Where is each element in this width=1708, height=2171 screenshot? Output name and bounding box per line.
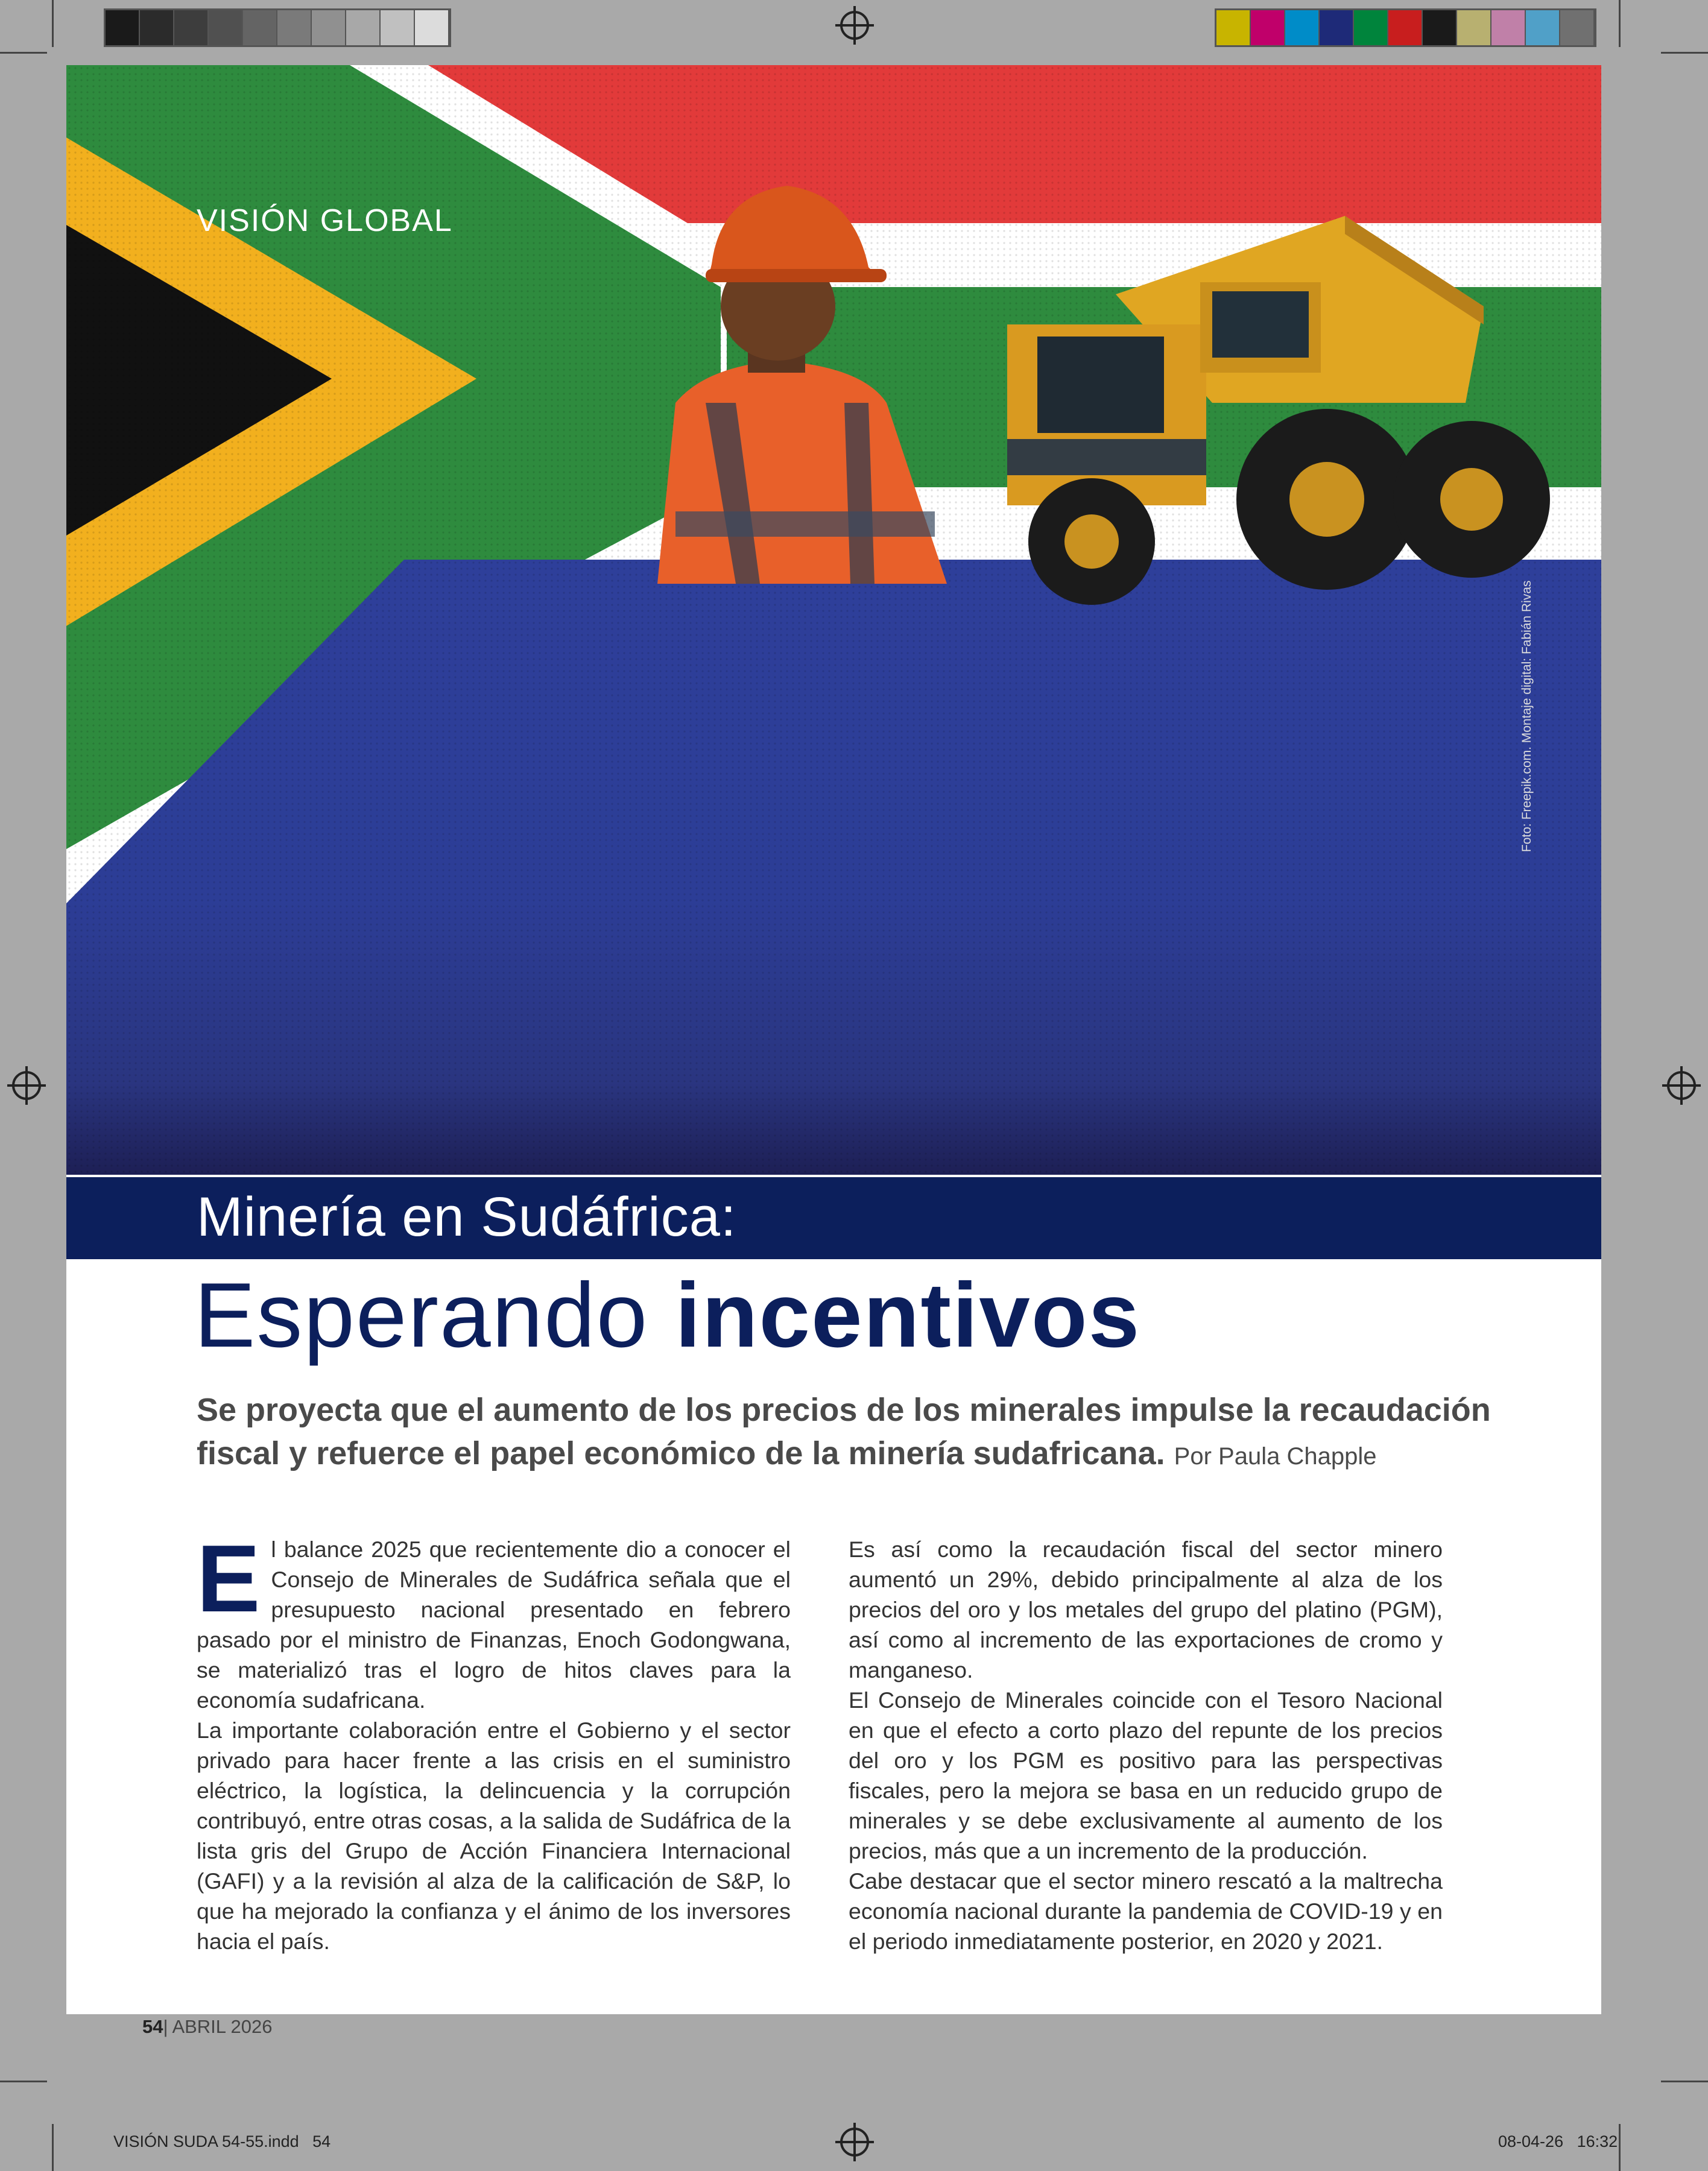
color-swatch (243, 10, 277, 45)
registration-mark-right (1667, 1071, 1696, 1100)
color-swatch (312, 10, 346, 45)
registration-mark-top (840, 11, 869, 40)
crop-mark (52, 0, 54, 47)
color-swatch (1388, 10, 1423, 45)
color-swatch (1285, 10, 1320, 45)
registration-mark-bottom (840, 2128, 869, 2157)
color-swatch (1491, 10, 1526, 45)
paragraph: La importante colaboración entre el Gobierno y el sector privado para hacer frente a las crisis en el suministro eléctrico, la logística, la delincuencia y la corrupción contribuyó, entre otras cosas, a la salida de Sudáfrica de la lista gris del Grupo de Acción Financiera Internacional (GAFI) y a la revisión al alza de la calificación de S&P, lo que ha mejorado la confianza y el ánimo de los inversores hacia el país. (197, 1718, 791, 1954)
crop-mark (0, 2081, 47, 2082)
color-swatch (277, 10, 312, 45)
color-swatch (140, 10, 174, 45)
hero-image (66, 65, 1601, 1175)
color-swatch (1354, 10, 1388, 45)
color-swatch (1216, 10, 1251, 45)
color-swatch (381, 10, 415, 45)
crop-mark (1619, 2124, 1621, 2171)
color-swatch (209, 10, 243, 45)
magazine-page (66, 65, 1601, 2014)
color-swatch (1560, 10, 1595, 45)
color-swatch (346, 10, 381, 45)
grayscale-color-bar (104, 8, 451, 47)
color-swatch (1251, 10, 1285, 45)
body-column-2 (849, 1534, 1443, 1956)
paragraph-text: l balance 2025 que recientemente dio a conocer el Consejo de Minerales de Sudáfrica señala que el presupuesto nacional presentado en febrero pasado por el ministro de Finanzas, Enoch Godongwana, se materializó tras el logro de hitos claves para la economía sudafricana. (197, 1537, 791, 1713)
body-column-1 (197, 1526, 791, 1956)
color-swatch (1457, 10, 1491, 45)
slug-datetime: 08-04-26 16:32 (1498, 2132, 1618, 2150)
deck-text: Se proyecta que el aumento de los precios de los minerales impulse la recaudación fiscal y refuerce el papel económico de la minería sudafricana. (197, 1392, 1491, 1471)
paragraph: El Consejo de Minerales coincide con el Tesoro Nacional en que el efecto a corto plazo del repunte de los precios del oro y los PGM es positivo para las perspectivas fiscales, pero la mejora se basa en un reducido grupo de minerales y se debe exclusivamente al aumento de los precios, más que a un incremento de la producción. (849, 1687, 1443, 1863)
slug-filename: VISIÓN SUDA 54-55.indd 54 (113, 2132, 331, 2150)
color-swatch (1423, 10, 1457, 45)
paragraph (197, 1526, 791, 1715)
registration-mark-left (12, 1071, 41, 1100)
kicker: Minería en Sudáfrica: (197, 1186, 737, 1248)
process-color-bar (1215, 8, 1596, 47)
crop-mark (1619, 0, 1621, 47)
headline (194, 1263, 1140, 1368)
headline-bold: incentivos (675, 1264, 1141, 1367)
paragraph: Es así como la recaudación fiscal del sector minero aumentó un 29%, debido principalmente al alza de los precios del oro y los metales del grupo del platino (PGM), así como al incremento de las exportaciones de cromo y manganeso. (849, 1537, 1443, 1683)
byline: Por Paula Chapple (1174, 1443, 1377, 1470)
photo-credit: Foto: Freepik.com. Montaje digital: Fabián Rivas (1520, 580, 1534, 852)
crop-mark (1661, 2081, 1708, 2082)
section-label: VISIÓN GLOBAL (197, 203, 453, 238)
crop-mark (0, 52, 47, 54)
crop-mark (52, 2124, 54, 2171)
color-swatch (174, 10, 209, 45)
color-swatch (106, 10, 140, 45)
page-number: 54 (142, 2016, 163, 2037)
deck (197, 1388, 1554, 1478)
drop-cap: E (197, 1526, 261, 1632)
folio (142, 2016, 272, 2038)
color-swatch (1526, 10, 1560, 45)
color-swatch (415, 10, 449, 45)
headline-light: Esperando (194, 1264, 675, 1367)
issue-date: | ABRIL 2026 (163, 2016, 273, 2037)
color-swatch (1320, 10, 1354, 45)
crop-mark (1661, 52, 1708, 54)
paragraph: Cabe destacar que el sector minero rescató a la maltrecha economía nacional durante la pandemia de COVID-19 y en el periodo inmediatamente posterior, en 2020 y 2021. (849, 1868, 1443, 1954)
